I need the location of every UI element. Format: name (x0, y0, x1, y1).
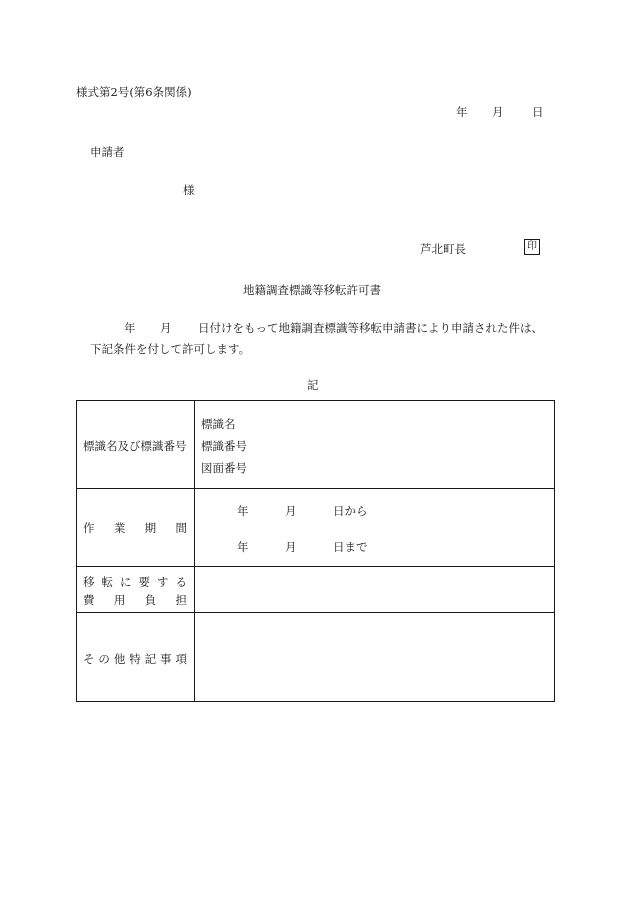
label-char: 記 (144, 652, 157, 666)
body-month-label: 月 (160, 321, 172, 335)
body-year-label: 年 (124, 321, 136, 335)
label-char: 事 (160, 652, 172, 666)
date-day-label: 日 (532, 105, 544, 119)
body-line1-text: 日付けをもって地籍調査標識等移転申請書により申請された件は、 (198, 321, 543, 335)
label-relocation-cost-line1 (83, 574, 187, 590)
label-char: 負 (144, 593, 157, 607)
label-char: 間 (175, 521, 187, 535)
honorific-sama: 様 (183, 183, 195, 197)
period-from-year: 年 (237, 504, 249, 518)
body-text-line2: 下記条件を付して許可します。 (90, 342, 251, 356)
date-month-label: 月 (492, 105, 504, 119)
label-work-period (83, 520, 187, 536)
label-char: 特 (129, 652, 141, 666)
label-char: 担 (175, 593, 187, 607)
label-char: 用 (113, 593, 126, 607)
label-marker-name-number: 標識名及び標識番号 (83, 439, 187, 453)
period-to-year: 年 (237, 540, 249, 554)
label-char: 費 (83, 593, 95, 607)
label-char: 項 (175, 652, 187, 666)
label-char: 期 (144, 521, 157, 535)
form-number: 様式第2号(第6条関係) (76, 85, 192, 99)
label-char: 転 (101, 575, 113, 589)
label-relocation-cost-line2 (83, 592, 187, 608)
period-to-day: 日まで (333, 540, 368, 554)
table-row-divider (77, 566, 554, 567)
label-char: る (175, 575, 187, 589)
label-char: の (98, 652, 110, 666)
label-char: 業 (113, 521, 126, 535)
table-row-divider (77, 612, 554, 613)
label-char: 作 (83, 521, 95, 535)
table-column-divider (194, 401, 195, 701)
document-title: 地籍調査標識等移転許可書 (243, 283, 381, 297)
marker-number-field: 標識番号 (201, 439, 247, 453)
period-from-month: 月 (285, 504, 297, 518)
ki-heading: 記 (307, 378, 319, 392)
map-number-field: 図面番号 (201, 461, 247, 475)
label-char: に (120, 575, 132, 589)
seal-mark: 印 (524, 239, 540, 255)
body-text-line1 (124, 320, 543, 336)
date-year-label: 年 (456, 105, 468, 119)
period-to-month: 月 (285, 540, 297, 554)
table-row-divider (77, 488, 554, 489)
marker-name-field: 標識名 (201, 417, 236, 431)
label-other-notes (83, 651, 187, 667)
label-char: す (157, 575, 169, 589)
label-char: 要 (138, 575, 150, 589)
label-char: 他 (113, 652, 126, 666)
issuer-name: 芦北町長 (420, 242, 466, 256)
issue-date (456, 104, 544, 120)
label-char: 移 (83, 575, 95, 589)
period-from-day: 日から (333, 504, 368, 518)
applicant-label: 申請者 (90, 145, 125, 159)
conditions-table (76, 400, 555, 702)
label-char: そ (83, 652, 95, 666)
